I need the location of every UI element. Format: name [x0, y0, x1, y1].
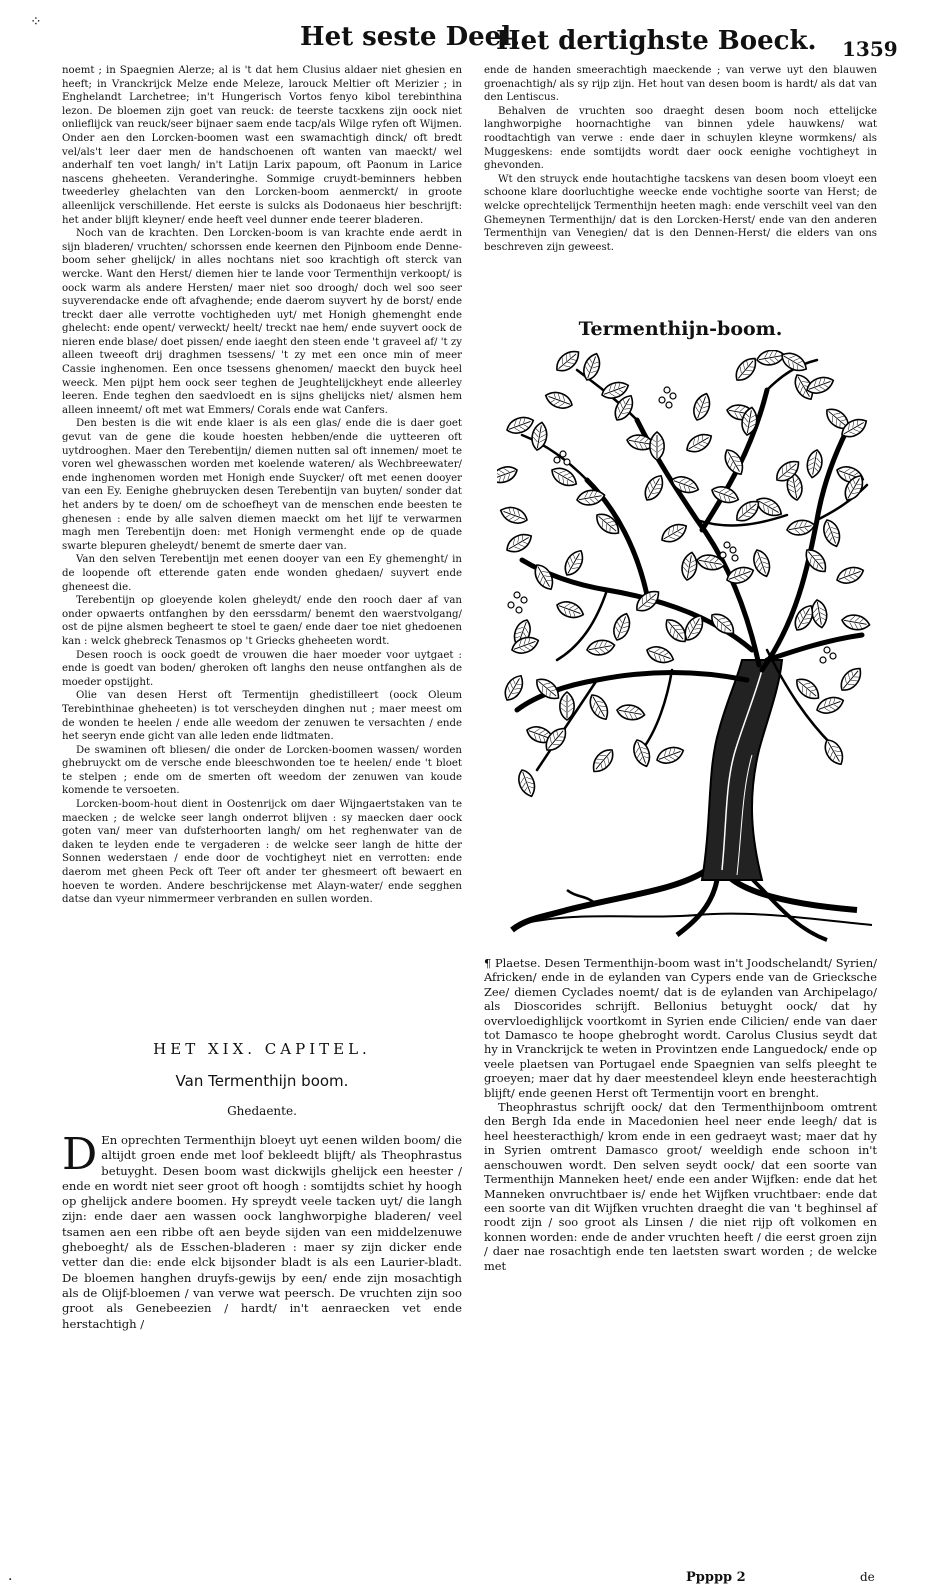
paragraph: ¶ Plaetse. Desen Termenthijn-boom wast in't Joodschelandt/ Syrien/ Africken/ ende in de eylanden van Cypers ende van de Griecksche Zee/ diemen Cyclades noemt/ dat is de eylanden van Archipelago/ als Dioscorides schrijft. Bellonius betuyght oock/ dat hy overvloedighlijck voortkomt in Syrien ende Cilicien/ ende van daer tot Damasco te hoope ghebroght wordt. Carolus Clusius seydt dat hy in Vranckrijck te weten in Provintzen ende Languedock/ ende op veele plaetsen van Portugael ende Spaegnien van selfs pleeght te groeyen; maer dat hy daer meestendeel kleyn ende heesterachtigh blijft/ ende geenen Herst oft Termentijn voort en brenght.: [484, 956, 877, 1100]
left-column-text: [62, 64, 462, 907]
chapter-body-text: [62, 1129, 462, 1332]
right-column-text: [484, 64, 877, 254]
right-column-lower-text: [484, 956, 877, 1273]
paragraph: De swaminen oft bliesen/ die onder de Lorcken-boomen wassen/ worden ghebruyckt om de versche ende bleeschwonden toe te heelen/ ende 't bloet te stelpen ; ende om de smerten oft weedom der zenuwen van koude komende te versoeten.: [62, 744, 462, 797]
paragraph: Theophrastus schrijft oock/ dat den Termenthijnboom omtrent den Bergh Ida ende in Macedonien heel neer ende leegh/ dat is heel heesteracthigh/ krom ende in een gedraeyt wast; maer dat hy in Syrien omtrent Damasco groot/ weeldigh ende schoon in't aenschouwen wordt. Den selven seydt oock/ dat een soorte van Termenthijn Manneken heet/ ende een ander Wijfken: ende dat het Manneken onvruchtbaer is/ ende het Wijfken vruchtbaer: ende dat een soorte van dit Wijfken vruchten draeght die van 't beghinsel af roodt zijn / soo groot als Linsen / die niet rijp oft volkomen en konnen worden: ende de ander vruchten heeft / die eerst groen zijn / daer nae rosachtigh ende ten laetsten swart worden ; de welcke met: [484, 1100, 877, 1273]
catchword: de: [860, 1570, 875, 1584]
terebinth-tree-woodcut: [497, 350, 877, 950]
paragraph: noemt ; in Spaegnien Alerze; al is 't dat hem Clusius aldaer niet ghesien en heeft; in Vranckrijck Melze ende Meleze, larouck Meltier oft Merizier ; in Enghelandt Larchetree; in't Hungerisch Vortos fenyo kibol terebinthina lezon. De bloemen zijn goet van reuck: de teerste tacxkens zijn oock niet onlieflijck van reuck/seer bijnaer saem ende tacp/als Wilge ryfen oft Wijmen. Onder aen den Lorcken-boomen wast een swamachtigh dinck/ oft bredt vel/als't leer daer men de handschoenen oft wanten van maeckt/ wel anderhalf ten voet langh/ in't Latijn Larix papoum, oft Paonum in Larice nascens gheheeten. Veranderinghe. Sommige cruydt-beminners hebben tweederley ghelachten van den Lorcken-boom aenmerckt/ in groote alleenlijck verschillende. Het eerste is sulcks als Dodonaeus hier beschrijft: het ander blijft kleyner/ ende heeft veel dunner ende teerer bladeren.: [62, 65, 462, 226]
running-head-left: Het seste Deel.: [300, 22, 521, 52]
page-number: 1359: [842, 37, 898, 61]
running-head-right: Het dertighste Boeck.: [496, 26, 817, 56]
paragraph: En oprechten Termenthijn bloeyt uyt eenen wilden boom/ die altijdt groen ende met loof bekleedt blijft/ als Theophrastus betuyght. Desen boom wast dickwijls ghelijck een heester / ende en wordt niet seer groot oft hoogh : somtijdts schiet hy hoogh op ghelijck andere boomen. Hy spreydt veele tacken uyt/ die langh zijn: ende daer aen wassen oock langhworpighe bladeren/ veel tsamen aen een ribbe oft aen beyde sijden van een middelzenuwe gheboeght/ als de Esschen-bladeren : maer sy zijn dicker ende vetter dan die: ende elck bijsonder bladt is als een Laurier-bladt. De bloemen hanghen druyfs-gewijs by een/ ende zijn mosachtigh als de Olijf-bloemen / van verwe wat peersch. De vruchten zijn soo groot als Genebeezien / hardt/ in't aenraecken vet ende herstachtigh /: [62, 1133, 462, 1331]
chapter-heading: HET XIX. CAPITEL.: [153, 1040, 371, 1058]
drop-cap: D: [62, 1129, 98, 1180]
paragraph: Behalven de vruchten soo draeght desen boom noch ettelijcke langhworpighe hoornachtighe van binnen ydele hauwkens/ wat roodtachtigh van verwe : ende daer in schuylen kleyne wormkens/ als Muggeskens: ende somtijdts wordt daer oock eenighe vochtigheyt in ghevonden.: [484, 105, 877, 172]
margin-dot: ·: [8, 1572, 13, 1588]
paragraph: ende de handen smeerachtigh maeckende ; van verwe uyt den blauwen groenachtigh/ als sy rijp zijn. Het hout van desen boom is hardt/ als dat van den Lentiscus.: [484, 65, 877, 104]
paragraph: Desen rooch is oock goedt de vrouwen die haer moeder voor uytgaet : ende is goedt van boden/ gheroken oft langhs den neuse ontfanghen als de moeder opstijght.: [62, 649, 462, 688]
paragraph: Olie van desen Herst oft Termentijn ghedistilleert (oock Oleum Terebinthinae gheheeten) is tot verscheyden dinghen nut ; maer meest om de wonden te heelen / ende alle weedom der zenuwen te versachten / ende het seeryn ende gicht van alle leden ende lidtmaten.: [62, 690, 462, 743]
paragraph: Lorcken-boom-hout dient in Oostenrijck om daer Wijngaertstaken van te maecken ; de welcke seer langh onderrot blijven : sy maecken daer oock goten van/ meer van dufsterhoorten langh/ om het reghenwater van de daken te leyden ende te vergaderen : de welcke seer langh de hitte der Sonnen wederstaen / ende door de vochtigheyt niet en verrotten: ende daerom met gheen Peck oft Teer oft ander ter ghesmeert oft bewaert en hoeven te worden. Andere beschrijckense met Alayn-water/ ende segghen datse dan vyeur nimmermeer verbranden en sullen worden.: [62, 799, 462, 906]
margin-mark: ⁘: [30, 14, 42, 30]
paragraph: Wt den struyck ende houtachtighe tacskens van desen boom vloeyt een schoone klare doorluchtighe weecke ende vochtighe soorte van Herst; de welcke oprechtelijck Termenthijn heeten magh: ende verschilt veel van den Ghemeynen Termenthijn/ dat is den Lorcken-Herst/ ende van den anderen Termenthijn van Venegien/ dat is den Dennen-Herst/ die elders van ons beschreven zijn geweest.: [484, 173, 877, 253]
paragraph: Noch van de krachten. Den Lorcken-boom is van krachte ende aerdt in sijn bladeren/ vruchten/ schorssen ende keernen den Pijnboom ende Denne-boom seher ghelijck/ in alles nochtans niet soo krachtigh oft sterck van wercke. Want den Herst/ diemen hier te lande voor Termenthijn verkoopt/ is oock warm als andere Hersten/ maer niet soo droogh/ doch wel soo seer suyverendacke ende oft afvaghende; ende daerom suyvert hy de borst/ ende treckt daer alle verrotte vochtigheden uyt/ met Honigh ghemenght ende ghelecht: ende opent/ verweckt/ heelt/ treckt nae hem/ ende suyvert oock de nieren ende blase/ doet pissen/ ende iaeght den steen ende 't graveel af/ 't zy alleen tweeoft drij draghmen tsessens/ 't zy met een once min of meer Cassie inghenomen. Een once tsessens ghenomen/ maeckt den buyck heel weeck. Men pijpt hem oock seer teghen de Jeughtelijckheyt ende alleerley leeren. Ende teghen den saedvloedt en is sijns ghelijcks niet/ alsmen hem alleen inneemt/ oft met wat Emmers/ Corals ende wat Canfers.: [62, 228, 462, 416]
chapter-title: Van Termenthijn boom.: [175, 1072, 349, 1090]
paragraph: Terebentijn op gloeyende kolen gheleydt/ ende den rooch daer af van onder opwaerts ontfanghen by den eerssdarm/ benemt den waerstvolgang/ ost de pijne alsmen begheert te stoel te gaen/ ende daer toe niet ghedoenen kan : welck ghebreck Tenasmos op 't Griecks gheheeten wordt.: [62, 595, 462, 647]
paragraph: Den besten is die wit ende klaer is als een glas/ ende die is daer goet gevut van de gene die koude hoesten hebben/ende die uytteeren oft uytdrooghen. Maer den Terebentijn/ diemen nutten sal oft innemen/ moet te voren wel ghewasschen worden met koelende wateren/ als Wechbreewater/ ende inghenomen worden met Honigh ende Suycker/ oft met eenen dooyer van een Ey. Eenighe ghebruycken desen Terebentijn van buyten/ sonder dat het anders by te doen/ om de schoefheyt van de menschen ende beesten te ghenesen : ende by alle salven diemen maeckt om het lijf te verwarmen magh men Terebentijn doen: met Honigh vermenght ende op de quade swarte blepuren gheleydt/ benemt de smerte daer van.: [62, 418, 462, 552]
signature-mark: Ppppp 2: [686, 1570, 746, 1585]
section-heading: Ghedaente.: [227, 1104, 297, 1118]
paragraph: Van den selven Terebentijn met eenen dooyer van een Ey ghemenght/ in de loopende oft etterende gaten ende wonden ghedaen/ suyvert ende gheneest die.: [62, 554, 462, 593]
figure-caption: Termenthijn-boom.: [578, 318, 783, 340]
